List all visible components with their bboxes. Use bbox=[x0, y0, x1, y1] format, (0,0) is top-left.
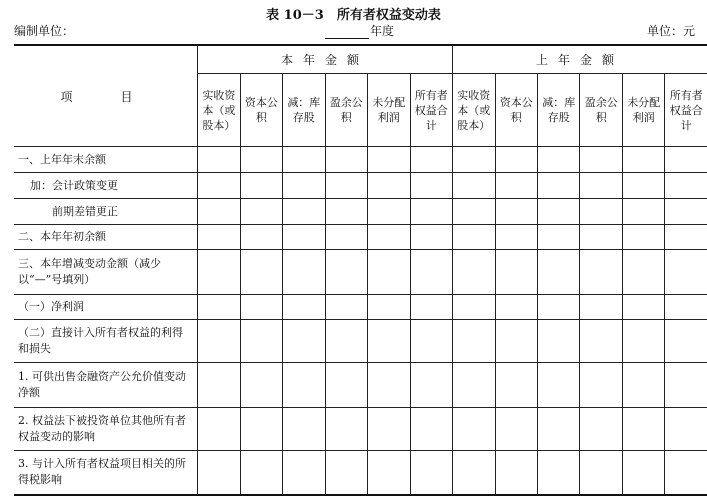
table-row bbox=[14, 451, 707, 495]
amount-cell[interactable] bbox=[198, 320, 240, 363]
amount-cell[interactable] bbox=[410, 147, 452, 173]
amount-cell[interactable] bbox=[198, 408, 240, 451]
amount-cell[interactable] bbox=[537, 173, 579, 199]
amount-cell[interactable] bbox=[198, 147, 240, 173]
amount-cell[interactable] bbox=[622, 363, 664, 408]
year-label: 年度 bbox=[370, 24, 395, 38]
column-header: 减：库存股 bbox=[283, 74, 325, 147]
compiling-unit-label: 编制单位： bbox=[14, 24, 75, 38]
amount-cell[interactable] bbox=[240, 250, 282, 295]
row-label: 一、上年年末余额 bbox=[14, 147, 198, 173]
amount-cell[interactable] bbox=[368, 451, 410, 495]
amount-cell[interactable] bbox=[453, 451, 495, 495]
column-header: 实收资本（或股本） bbox=[198, 74, 240, 147]
amount-cell[interactable] bbox=[283, 225, 325, 250]
amount-cell[interactable] bbox=[240, 147, 282, 173]
amount-cell[interactable] bbox=[537, 199, 579, 225]
amount-cell[interactable] bbox=[665, 225, 707, 250]
amount-cell[interactable] bbox=[283, 320, 325, 363]
amount-cell[interactable] bbox=[325, 173, 367, 199]
amount-cell[interactable] bbox=[622, 408, 664, 451]
amount-cell[interactable] bbox=[580, 147, 622, 173]
amount-cell[interactable] bbox=[622, 250, 664, 295]
equity-changes-table bbox=[14, 44, 707, 496]
table-row bbox=[14, 147, 707, 173]
amount-cell[interactable] bbox=[325, 363, 367, 408]
amount-cell[interactable] bbox=[453, 295, 495, 320]
amount-cell[interactable] bbox=[495, 363, 537, 408]
amount-cell[interactable] bbox=[580, 199, 622, 225]
amount-cell[interactable] bbox=[665, 451, 707, 495]
amount-cell[interactable] bbox=[665, 408, 707, 451]
column-header: 未分配利润 bbox=[368, 74, 410, 147]
amount-cell[interactable] bbox=[665, 320, 707, 363]
row-label: 2. 权益法下被投资单位其他所有者权益变动的影响 bbox=[14, 408, 198, 451]
amount-cell[interactable] bbox=[580, 408, 622, 451]
amount-cell[interactable] bbox=[622, 295, 664, 320]
table-row bbox=[14, 225, 707, 250]
amount-cell[interactable] bbox=[368, 363, 410, 408]
amount-cell[interactable] bbox=[325, 408, 367, 451]
amount-cell[interactable] bbox=[410, 363, 452, 408]
amount-cell[interactable] bbox=[240, 199, 282, 225]
amount-cell[interactable] bbox=[325, 225, 367, 250]
amount-cell[interactable] bbox=[198, 250, 240, 295]
amount-cell[interactable] bbox=[198, 199, 240, 225]
amount-cell[interactable] bbox=[453, 250, 495, 295]
amount-cell[interactable] bbox=[368, 147, 410, 173]
column-header: 盈余公积 bbox=[325, 74, 367, 147]
amount-cell[interactable] bbox=[665, 250, 707, 295]
amount-cell[interactable] bbox=[198, 451, 240, 495]
amount-cell[interactable] bbox=[495, 250, 537, 295]
amount-cell[interactable] bbox=[580, 363, 622, 408]
amount-cell[interactable] bbox=[580, 250, 622, 295]
amount-cell[interactable] bbox=[368, 173, 410, 199]
table-row bbox=[14, 408, 707, 451]
amount-cell[interactable] bbox=[495, 408, 537, 451]
amount-cell[interactable] bbox=[240, 320, 282, 363]
amount-cell[interactable] bbox=[665, 147, 707, 173]
amount-cell[interactable] bbox=[580, 173, 622, 199]
column-header: 资本公积 bbox=[495, 74, 537, 147]
row-label: （二）直接计入所有者权益的利得和损失 bbox=[14, 320, 198, 363]
amount-cell[interactable] bbox=[283, 173, 325, 199]
amount-cell[interactable] bbox=[537, 408, 579, 451]
table-row bbox=[14, 250, 707, 295]
amount-cell[interactable] bbox=[665, 295, 707, 320]
amount-cell[interactable] bbox=[198, 295, 240, 320]
amount-cell[interactable] bbox=[622, 147, 664, 173]
table-title: 表 10－3 所有者权益变动表 bbox=[266, 8, 441, 23]
amount-cell[interactable] bbox=[240, 363, 282, 408]
amount-cell[interactable] bbox=[368, 320, 410, 363]
amount-cell[interactable] bbox=[665, 173, 707, 199]
amount-cell[interactable] bbox=[198, 173, 240, 199]
amount-cell[interactable] bbox=[665, 363, 707, 408]
amount-cell[interactable] bbox=[368, 408, 410, 451]
amount-cell[interactable] bbox=[283, 295, 325, 320]
amount-cell[interactable] bbox=[495, 173, 537, 199]
amount-cell[interactable] bbox=[240, 408, 282, 451]
amount-cell[interactable] bbox=[283, 451, 325, 495]
amount-cell[interactable] bbox=[537, 320, 579, 363]
amount-cell[interactable] bbox=[453, 408, 495, 451]
amount-cell[interactable] bbox=[580, 225, 622, 250]
row-label: （一）净利润 bbox=[14, 295, 198, 320]
amount-cell[interactable] bbox=[368, 295, 410, 320]
amount-cell[interactable] bbox=[537, 147, 579, 173]
year-field bbox=[325, 22, 394, 39]
row-label: 二、本年年初余额 bbox=[14, 225, 198, 250]
row-label: 1. 可供出售金融资产公允价值变动净额 bbox=[14, 363, 198, 408]
amount-cell[interactable] bbox=[198, 225, 240, 250]
amount-cell[interactable] bbox=[580, 295, 622, 320]
amount-cell[interactable] bbox=[537, 295, 579, 320]
column-header: 实收资本（或股本） bbox=[453, 74, 495, 147]
amount-cell[interactable] bbox=[198, 363, 240, 408]
amount-cell[interactable] bbox=[622, 320, 664, 363]
amount-cell[interactable] bbox=[495, 295, 537, 320]
amount-cell[interactable] bbox=[283, 250, 325, 295]
amount-cell[interactable] bbox=[580, 320, 622, 363]
amount-cell[interactable] bbox=[410, 295, 452, 320]
amount-cell[interactable] bbox=[325, 250, 367, 295]
amount-cell[interactable] bbox=[537, 451, 579, 495]
amount-cell[interactable] bbox=[240, 225, 282, 250]
amount-cell[interactable] bbox=[283, 147, 325, 173]
table-row bbox=[14, 295, 707, 320]
table-row bbox=[14, 199, 707, 225]
amount-cell[interactable] bbox=[410, 408, 452, 451]
amount-cell[interactable] bbox=[410, 250, 452, 295]
amount-cell[interactable] bbox=[622, 173, 664, 199]
amount-cell[interactable] bbox=[495, 225, 537, 250]
table-row bbox=[14, 173, 707, 199]
amount-cell[interactable] bbox=[368, 250, 410, 295]
column-header: 减：库存股 bbox=[537, 74, 579, 147]
amount-cell[interactable] bbox=[537, 363, 579, 408]
table-row bbox=[14, 363, 707, 408]
amount-cell[interactable] bbox=[622, 225, 664, 250]
amount-cell[interactable] bbox=[368, 225, 410, 250]
amount-cell[interactable] bbox=[453, 199, 495, 225]
amount-cell[interactable] bbox=[495, 320, 537, 363]
amount-cell[interactable] bbox=[325, 199, 367, 225]
column-header: 所有者权益合计 bbox=[410, 74, 452, 147]
year-blank bbox=[325, 27, 369, 39]
amount-cell[interactable] bbox=[325, 320, 367, 363]
amount-cell[interactable] bbox=[495, 199, 537, 225]
item-header: 项 目 bbox=[14, 45, 198, 147]
amount-cell[interactable] bbox=[368, 199, 410, 225]
amount-cell[interactable] bbox=[240, 173, 282, 199]
row-label: 3. 与计入所有者权益项目相关的所得税影响 bbox=[14, 451, 198, 495]
column-header: 未分配利润 bbox=[622, 74, 664, 147]
column-header: 所有者权益合计 bbox=[665, 74, 707, 147]
amount-cell[interactable] bbox=[537, 250, 579, 295]
amount-cell[interactable] bbox=[410, 320, 452, 363]
amount-cell[interactable] bbox=[580, 451, 622, 495]
amount-cell[interactable] bbox=[622, 199, 664, 225]
amount-cell[interactable] bbox=[325, 295, 367, 320]
amount-cell[interactable] bbox=[453, 320, 495, 363]
table-row bbox=[14, 320, 707, 363]
amount-cell[interactable] bbox=[410, 173, 452, 199]
amount-cell[interactable] bbox=[453, 147, 495, 173]
amount-cell[interactable] bbox=[283, 408, 325, 451]
amount-cell[interactable] bbox=[665, 199, 707, 225]
amount-cell[interactable] bbox=[283, 363, 325, 408]
current-year-header: 本年金额 bbox=[198, 45, 453, 74]
row-label: 三、本年增减变动金额（减少以“—”号填列） bbox=[14, 250, 198, 295]
amount-cell[interactable] bbox=[537, 225, 579, 250]
amount-cell[interactable] bbox=[622, 451, 664, 495]
amount-cell[interactable] bbox=[410, 451, 452, 495]
amount-cell[interactable] bbox=[325, 451, 367, 495]
row-label: 前期差错更正 bbox=[14, 199, 198, 225]
amount-cell[interactable] bbox=[410, 199, 452, 225]
amount-cell[interactable] bbox=[453, 363, 495, 408]
column-header: 资本公积 bbox=[240, 74, 282, 147]
amount-cell[interactable] bbox=[453, 225, 495, 250]
prior-year-header: 上年金额 bbox=[453, 45, 707, 74]
currency-unit-label: 单位：元 bbox=[646, 24, 695, 38]
column-header: 盈余公积 bbox=[580, 74, 622, 147]
amount-cell[interactable] bbox=[283, 199, 325, 225]
amount-cell[interactable] bbox=[240, 295, 282, 320]
amount-cell[interactable] bbox=[453, 173, 495, 199]
amount-cell[interactable] bbox=[325, 147, 367, 173]
amount-cell[interactable] bbox=[495, 451, 537, 495]
amount-cell[interactable] bbox=[495, 147, 537, 173]
amount-cell[interactable] bbox=[410, 225, 452, 250]
amount-cell[interactable] bbox=[240, 451, 282, 495]
row-label: 加：会计政策变更 bbox=[14, 173, 198, 199]
